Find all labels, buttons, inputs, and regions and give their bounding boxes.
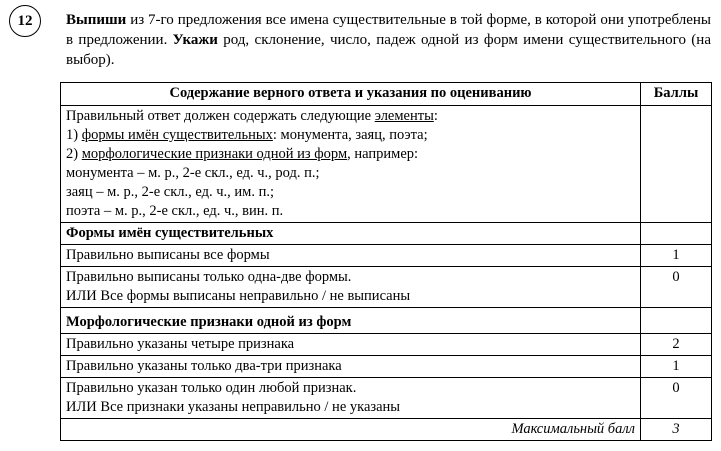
table-header (61, 83, 712, 106)
criterion: Правильно выписаны все формы (61, 245, 641, 267)
text: заяц – м. р., 2-е скл., ед. ч., им. п.; (66, 184, 275, 200)
header-score: Баллы (641, 83, 712, 106)
section-title: Формы имён существительных (61, 223, 641, 245)
table-row (61, 245, 712, 267)
task-text-part: из 7-го предложения все имена существительные в той форме, в которой они употреблены в предложении. (66, 12, 711, 48)
header-content: Содержание верного ответа и указания по оцениванию (61, 83, 641, 106)
score: 0 (641, 267, 712, 308)
criterion (61, 378, 641, 419)
empty-cell (641, 223, 712, 245)
text: : (433, 108, 438, 124)
text: ИЛИ Все признаки указаны неправильно / не указаны (66, 399, 401, 415)
score: 1 (641, 245, 712, 267)
answer-row (61, 106, 712, 223)
text: 2) (66, 146, 82, 162)
text: формы имён существительных (81, 127, 273, 143)
table-row (61, 334, 712, 356)
text: Правильно указан только один любой признак. (66, 380, 357, 396)
section-row (61, 308, 712, 334)
text: : монумента, заяц, поэта; (272, 127, 428, 143)
task-text (66, 10, 711, 70)
max-score-value: 3 (641, 419, 712, 441)
score: 0 (641, 378, 712, 419)
task-verb: Укажи (172, 32, 218, 48)
text: , например: (347, 146, 419, 162)
score: 2 (641, 334, 712, 356)
section-title: Морфологические признаки одной из форм (61, 308, 641, 334)
text: ИЛИ Все формы выписаны неправильно / не выписаны (66, 288, 411, 304)
grading-table (60, 82, 712, 441)
section-row (61, 223, 712, 245)
text: Правильный ответ должен содержать следующие (66, 108, 375, 124)
table-row (61, 378, 712, 419)
task-number-badge: 12 (9, 5, 41, 37)
criterion (61, 267, 641, 308)
text: 1) (66, 127, 82, 143)
criterion: Правильно указаны только два-три признака (61, 356, 641, 378)
text: Правильно выписаны только одна-две формы. (66, 269, 352, 285)
max-score-label: Максимальный балл (61, 419, 641, 441)
empty-cell (641, 106, 712, 223)
answer-cell (61, 106, 641, 223)
table-row (61, 356, 712, 378)
score: 1 (641, 356, 712, 378)
task-verb: Выпиши (66, 12, 127, 28)
empty-cell (641, 308, 712, 334)
text: поэта – м. р., 2-е скл., ед. ч., вин. п. (66, 203, 284, 219)
max-score-row (61, 419, 712, 441)
text: морфологические признаки одной из форм (81, 146, 348, 162)
text: элементы (374, 108, 434, 124)
text: монумента – м. р., 2-е скл., ед. ч., род. п.; (66, 165, 320, 181)
task-text-part: род, склонение, число, падеж одной из форм имени существительного (на выбор). (66, 32, 711, 68)
criterion: Правильно указаны четыре признака (61, 334, 641, 356)
table-row (61, 267, 712, 308)
